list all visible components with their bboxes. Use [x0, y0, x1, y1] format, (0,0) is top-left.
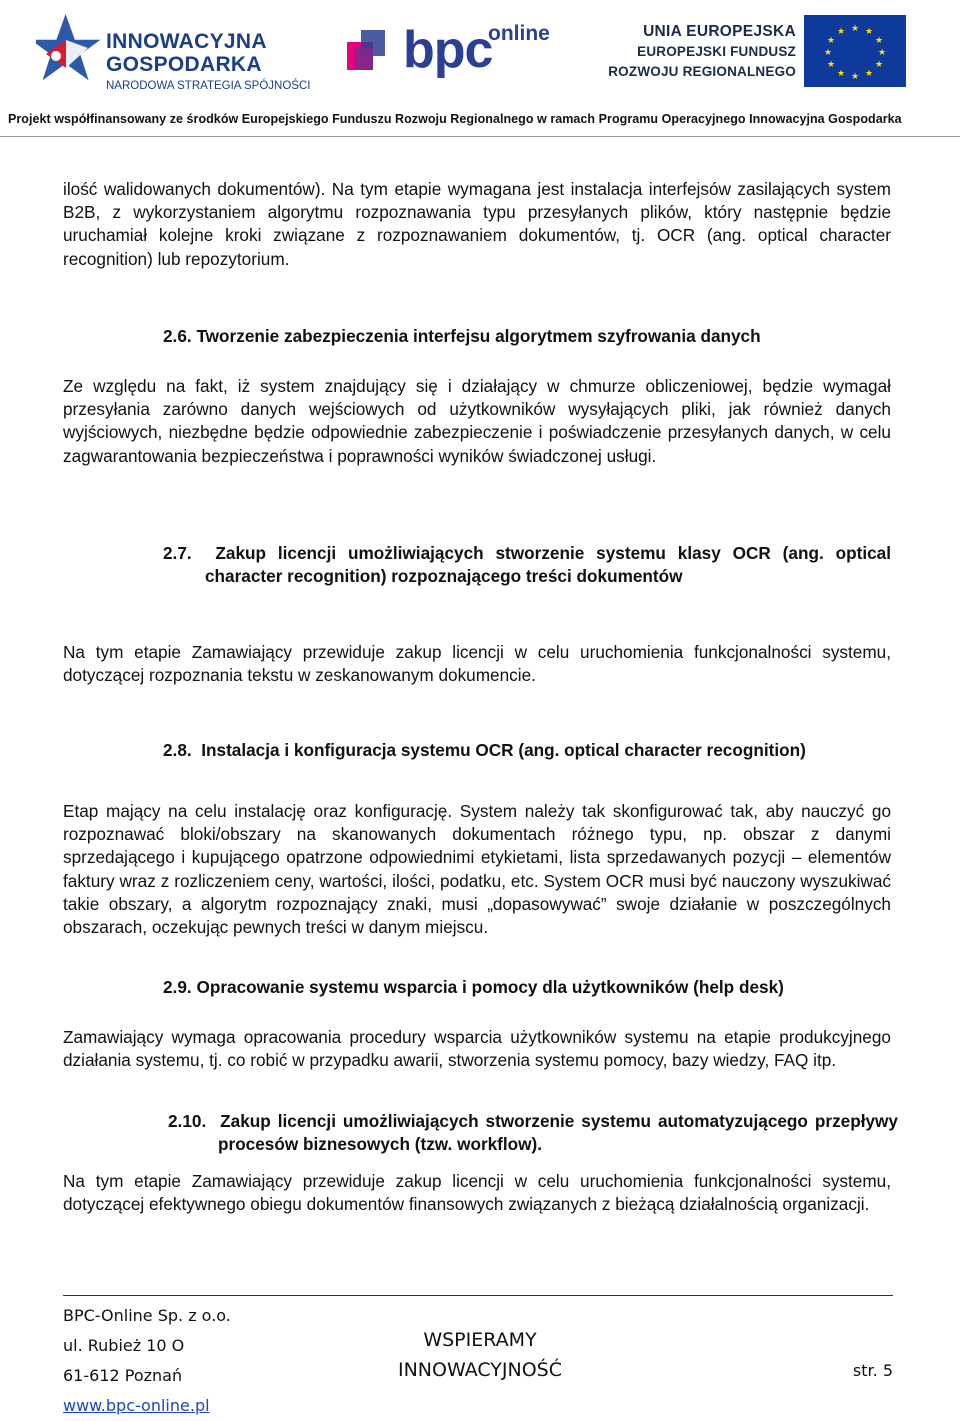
ue-text [608, 22, 796, 82]
section-2-8-heading [163, 739, 891, 762]
footer-website-link[interactable]: www.bpc-online.pl [63, 1396, 210, 1415]
intro-paragraph: ilość walidowanych dokumentów). Na tym etapie wymagana jest instalacja interfejsów zasilających system B2B, z wykorzystaniem algorytmu rozpoznawania typu przesyłanych plików, który następnie będzie uruchamiał kolejne kroki związane z rozpoznawaniem dokumentów, tj. OCR (ang. optical character recognition) lub repozytorium. [63, 179, 891, 269]
unia-europejska-logo [606, 12, 916, 92]
page-footer [63, 1295, 893, 1415]
svg-text:★: ★ [850, 24, 860, 34]
section-2-6-heading [163, 325, 891, 348]
footer-slogan-line2: INNOWACYJNOŚĆ [397, 1359, 563, 1381]
section-2-7-number: 2.7. [163, 543, 192, 563]
svg-text:★: ★ [836, 69, 846, 79]
section-2-9-number: 2.9. [163, 977, 192, 997]
svg-text:★: ★ [850, 72, 860, 82]
bpc-squares-icon [343, 22, 403, 82]
section-2-7-heading [163, 542, 891, 588]
section-2-6-text-block [63, 375, 891, 468]
footer-slogan-line1: WSPIERAMY [423, 1329, 537, 1351]
footer-slogan [385, 1325, 575, 1385]
section-2-10-text-block [63, 1170, 891, 1216]
footer-company: BPC-Online Sp. z o.o. [63, 1306, 231, 1325]
svg-text:★: ★ [826, 36, 836, 46]
bpc-online-logo [343, 20, 563, 85]
section-2-9-heading [163, 976, 891, 999]
ue-line1: UNIA EUROPEJSKA [643, 23, 796, 40]
svg-text:★: ★ [823, 48, 833, 58]
section-2-6-title: Tworzenie zabezpieczenia interfejsu algorytmem szyfrowania danych [196, 326, 761, 346]
section-2-7-title: Zakup licencji umożliwiających stworzenie systemu klasy OCR (ang. optical character recognition) rozpoznającego treści dokumentów [205, 543, 891, 587]
section-2-6-text: Ze względu na fakt, iż system znajdujący się i działający w chmurze obliczeniowej, będzie wymagał przesyłania zarówno danych wejściowych od użytkowników wysyłających pliki, jak również danych wyjściowych, niezbędne będzie odpowiednie zabezpieczenie i poświadczenie przesyłanych danych, w celu zagwarantowania bezpieczeństwa i poprawności wyników świadczonej usługi. [63, 376, 891, 466]
section-2-8-number: 2.8. [163, 740, 192, 760]
page-header [0, 0, 960, 140]
header-divider [0, 136, 960, 137]
footer-city: 61-612 Poznań [63, 1366, 183, 1385]
section-2-10-text: Na tym etapie Zamawiający przewiduje zakup licencji w celu uruchomienia funkcjonalności systemu, dotyczącej efektywnego obiegu dokumentów finansowych związanych z bieżącą działalnością organizacji. [63, 1171, 891, 1215]
bpc-wordmark: bpc [403, 21, 493, 79]
ig-line2: GOSPODARKA [106, 53, 262, 76]
ue-line2: EUROPEJSKI FUNDUSZ [637, 44, 796, 59]
section-2-7-text: Na tym etapie Zamawiający przewiduje zakup licencji w celu uruchomienia funkcjonalności systemu, dotyczącej rozpoznania tekstu w zeskanowanym dokumencie. [63, 642, 891, 686]
section-2-9-text-block [63, 1026, 891, 1072]
section-2-8-text-block [63, 800, 891, 939]
svg-text:★: ★ [826, 60, 836, 70]
section-2-7-text-block [63, 641, 891, 687]
eu-flag-icon [804, 15, 906, 87]
section-2-9-title: Opracowanie systemu wsparcia i pomocy dla użytkowników (help desk) [196, 977, 784, 997]
section-2-8-title: Instalacja i konfiguracja systemu OCR (ang. optical character recognition) [201, 740, 806, 760]
svg-text:★: ★ [864, 69, 874, 79]
footer-divider [63, 1295, 893, 1296]
ue-line3: ROZWOJU REGIONALNEGO [608, 64, 796, 79]
footer-street: ul. Rubież 10 O [63, 1336, 185, 1355]
section-2-8-text: Etap mający na celu instalację oraz konfigurację. System należy tak skonfigurować tak, aby nauczyć go rozpoznawać bloki/obszary na skanowanych dokumentach różnego typu, np. obszar z danymi sprzedającego i kupującego opatrzone odpowiednimi etykietami, lista sprzedawanych pozycji – elementów faktury wraz z rozliczeniem ceny, wartości, ilości, podatku, etc. System OCR musi być nauczony wyszukiwać takie obszary, a algorytm rozpoznający znaki, musi „dopasowywać” swoje działanie w poszczególnych obszarach, oczekując pewnych treści w danym miejscu. [63, 801, 891, 938]
svg-text:★: ★ [874, 60, 884, 70]
section-2-10-number: 2.10. [168, 1111, 207, 1131]
page-number: str. 5 [852, 1361, 893, 1380]
section-2-9-text: Zamawiający wymaga opracowania procedury wsparcia użytkowników systemu na etapie produkcyjnego działania systemu, tj. co robić w przypadku awarii, stworzenia systemu pomocy, bazy wiedzy, FAQ itp. [63, 1027, 891, 1071]
footer-address [63, 1301, 231, 1421]
bpc-online-wordmark: online [488, 22, 550, 45]
svg-text:★: ★ [874, 36, 884, 46]
project-cofinancing-line: Projekt współfinansowany ze środków Europejskiego Funduszu Rozwoju Regionalnego w ramach Programu Operacyjnego Innowacyjna Gospodarka [8, 112, 902, 126]
svg-text:★: ★ [877, 48, 887, 58]
section-2-6-number: 2.6. [163, 326, 192, 346]
ig-line1: INNOWACYJNA [106, 30, 267, 53]
svg-text:★: ★ [864, 27, 874, 37]
section-2-10-heading [168, 1110, 898, 1156]
svg-text:★: ★ [836, 27, 846, 37]
innowacyjna-gospodarka-logo [36, 10, 311, 92]
intro-paragraph-block [63, 178, 891, 271]
section-2-10-title: Zakup licencji umożliwiających stworzenie systemu automatyzującego przepływy procesów biznesowych (tzw. workflow). [218, 1111, 898, 1155]
ig-emblem-icon [36, 10, 104, 90]
ig-title [106, 30, 267, 76]
ig-subtitle: NARODOWA STRATEGIA SPÓJNOŚCI [106, 80, 311, 92]
